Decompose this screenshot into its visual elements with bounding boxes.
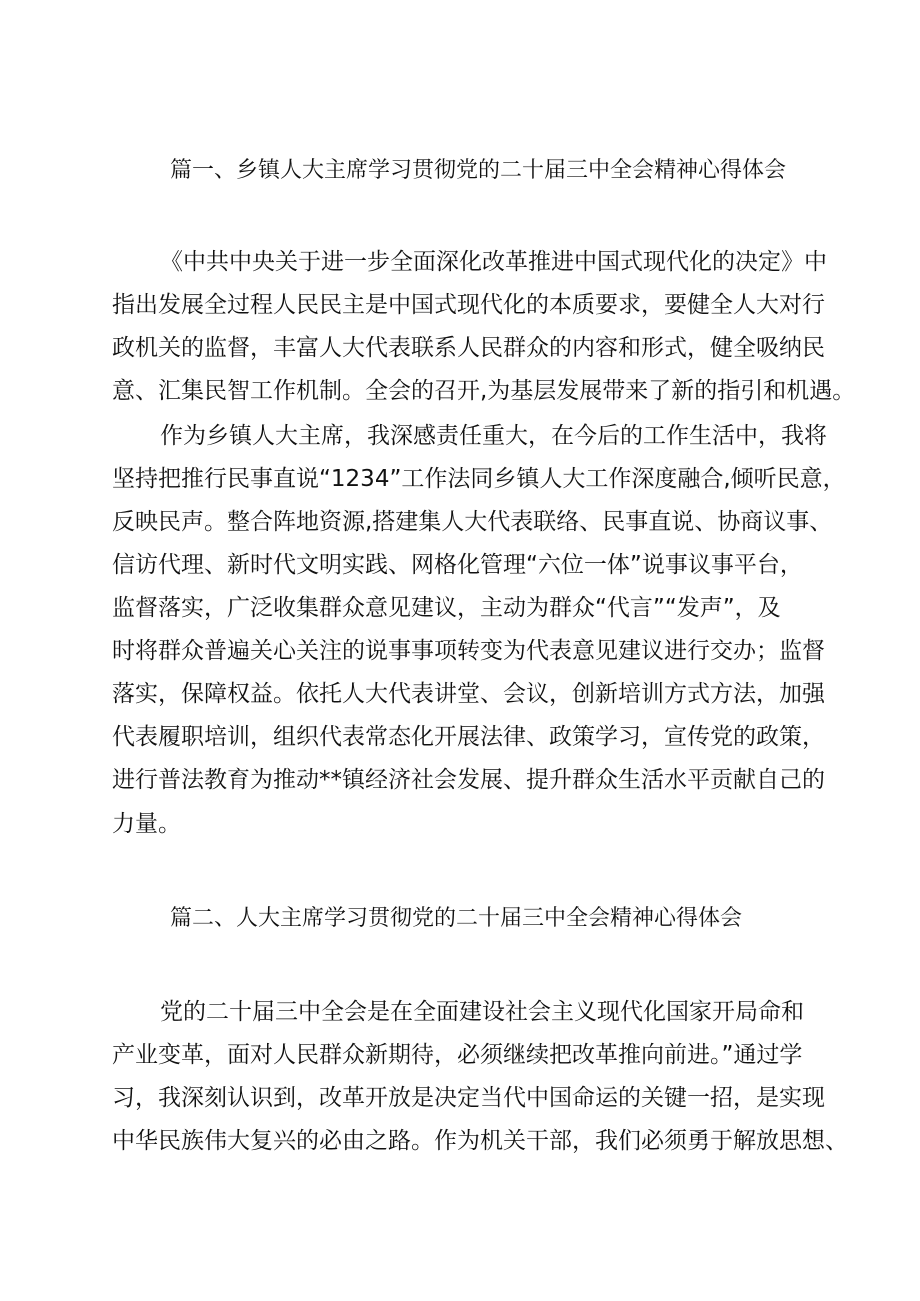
- s1-p1-line-4: 意、汇集民智工作机制。全会的召开,为基层发展带来了新的指引和机遇。: [112, 378, 856, 404]
- s1-p2-line-3: 反映民声。整合阵地资源,搭建集人大代表联络、民事直说、协商议事、: [112, 509, 833, 535]
- s1-p1-line-1: 《中共中央关于进一步全面深化改革推进中国式现代化的决定》中: [160, 249, 827, 275]
- s1-p2-line-4: 信访代理、新时代文明实践、网格化管理“六位一体”说事议事平台，: [112, 552, 803, 578]
- s2-p1-line-1: 党的二十届三中全会是在全面建设社会主义现代化国家开局命和: [160, 999, 804, 1025]
- section-1-title: 篇一、乡镇人大主席学习贯彻党的二十届三中全会精神心得体会: [170, 158, 787, 183]
- s1-p2-line-8: 代表履职培训，组织代表常态化开展法律、政策学习，宣传党的政策，: [112, 724, 825, 750]
- s2-p1-line-4: 中华民族伟大复兴的必由之路。作为机关干部，我们必须勇于解放思想、: [112, 1128, 848, 1154]
- s1-p2-line-9: 进行普法教育为推动**镇经济社会发展、提升群众生活水平贡献自己的: [112, 767, 825, 793]
- s1-p1-line-3: 政机关的监督，丰富人大代表联系人民群众的内容和形式，健全吸纳民: [112, 335, 825, 361]
- section-2-title: 篇二、人大主席学习贯彻党的二十届三中全会精神心得体会: [170, 906, 743, 931]
- s2-p1-line-3: 习，我深刻认识到，改革开放是决定当代中国命运的关键一招，是实现: [112, 1085, 825, 1111]
- s1-p2-line-5: 监督落实，广泛收集群众意见建议，主动为群众“代言”“发声”，及: [112, 595, 781, 621]
- s1-p2-line-7: 落实，保障权益。依托人大代表讲堂、会议，创新培训方式方法，加强: [112, 681, 825, 707]
- s2-p1-line-2: 产业变革，面对人民群众新期待，必须继续把改革推向前进。”通过学: [112, 1042, 803, 1068]
- s1-p2-line-2: 坚持把推行民事直说“1234”工作法同乡镇人大工作深度融合,倾听民意，: [112, 466, 846, 492]
- s1-p1-line-2: 指出发展全过程人民民主是中国式现代化的本质要求，要健全人大对行: [112, 292, 825, 318]
- s1-p2-line-6: 时将群众普遍关心关注的说事事项转变为代表意见建议进行交办；监督: [112, 638, 825, 664]
- s1-p2-line-1: 作为乡镇人大主席，我深感责任重大，在今后的工作生活中，我将: [160, 423, 827, 449]
- s1-p2-line-10: 力量。: [112, 811, 181, 837]
